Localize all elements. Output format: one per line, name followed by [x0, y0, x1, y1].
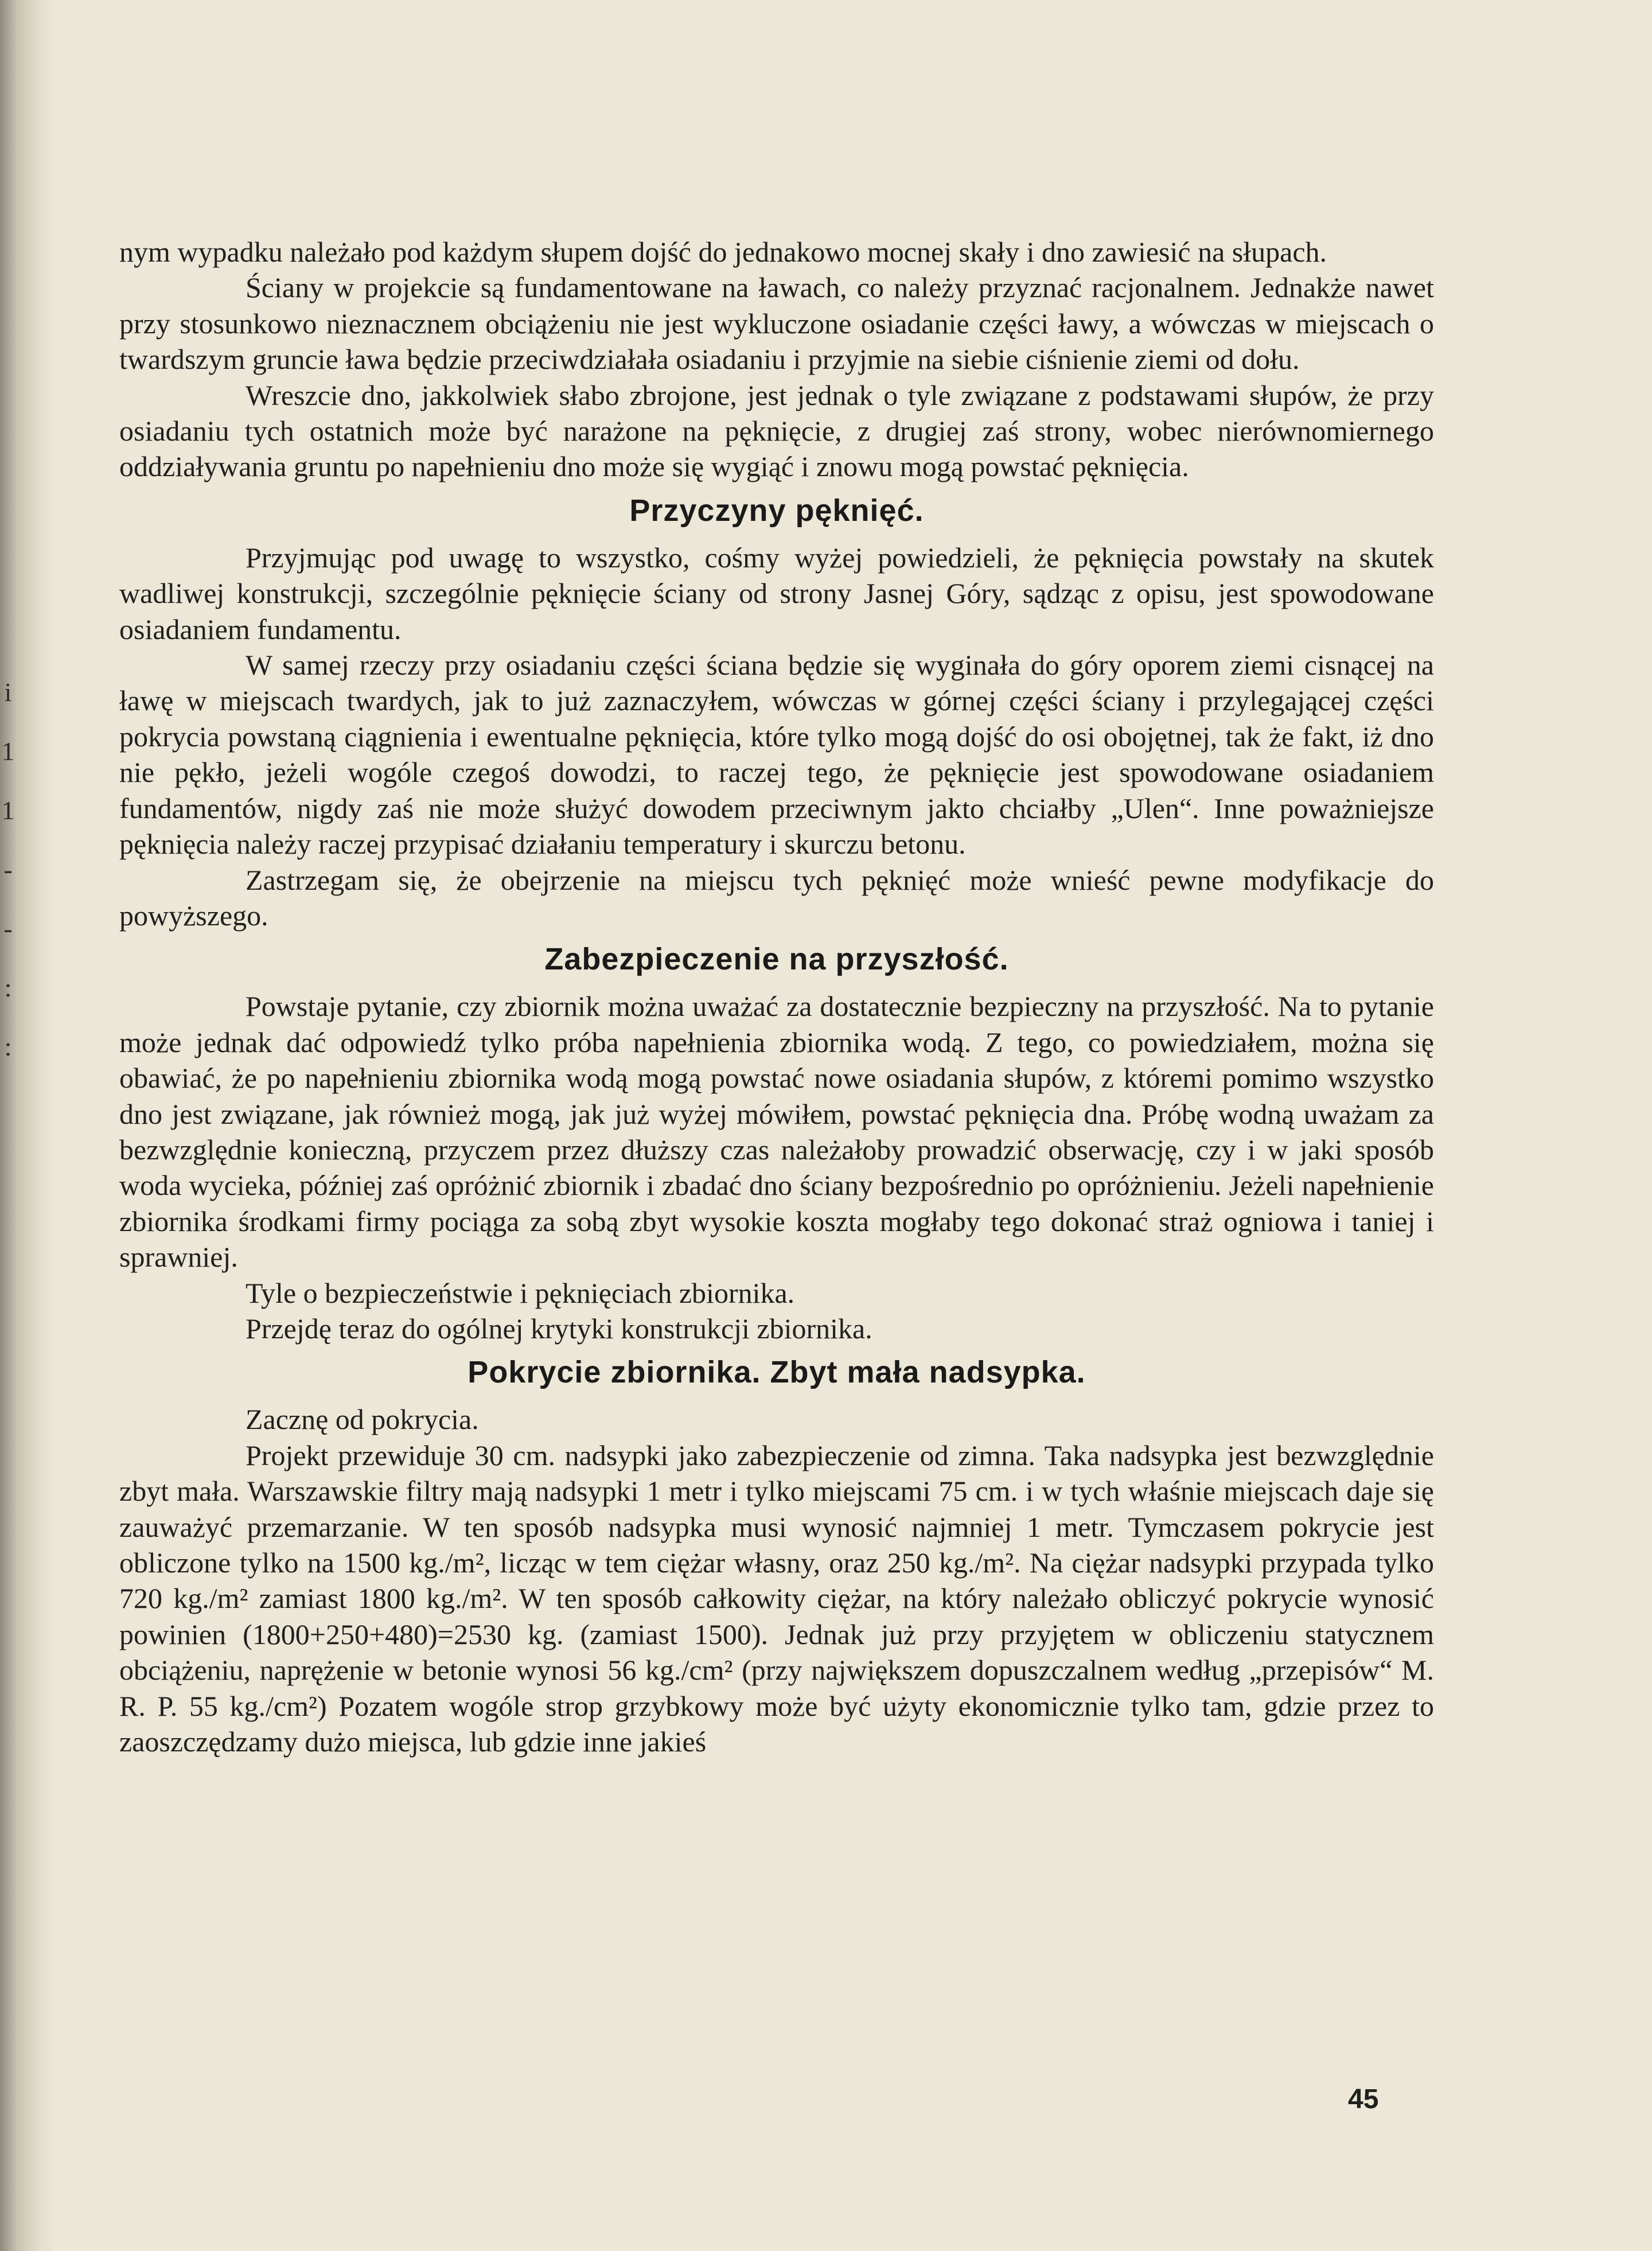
margin-mark: - — [3, 855, 13, 884]
paragraph: Wreszcie dno, jakkolwiek słabo zbrojone, jest jednak o tyle związane z podstawami słupów, że przy osiadaniu tych ostatnich może być narażone na pęknięcie, z drugiej zaś strony, wobec nierównomiernego oddziaływania gruntu po napełnieniu dno może się wygiąć i znowu mogą powstać pęknięcia. — [119, 379, 1434, 483]
paragraph: Przejdę teraz do ogólnej krytyki konstrukcji zbiornika. — [246, 1312, 872, 1345]
margin-mark: 1 — [1, 796, 15, 825]
margin-mark: 1 — [1, 737, 15, 766]
paragraph: W samej rzeczy przy osiadaniu części ściana będzie się wyginała do góry oporem ziemi cisnącej na ławę w miejscach twardych, jak to już zaznaczyłem, wówczas w górnej części ściany i przylegającej części pokrycia powstaną ciągnienia i ewentualne pęknięcia, które tylko mogą dojść do osi obojętnej, tak że fakt, iż dno nie pękło, jeżeli wogóle czegoś dowodzi, to raczej tego, że pęknięcie jest spowodowane osiadaniem fundamentów, nigdy zaś nie może służyć dowodem przeciwnym jakto chciałby „Ulen“. Inne poważniejsze pęknięcia należy raczej przypisać działaniu temperatury i skurczu betonu. — [119, 649, 1434, 860]
page-number: 45 — [1348, 2084, 1379, 2114]
section-heading: Pokrycie zbiornika. Zbyt mała nadsypka. — [467, 1355, 1086, 1390]
paragraph: Ściany w projekcie są fundamentowane na ławach, co należy przyznać racjonalnem. Jednakże nawet przy stosunkowo nieznacznem obciążeniu nie jest wykluczone osiadanie części ławy, a wówczas w miejscach o twardszym gruncie ława będzie przeciwdziałała osiadaniu i przyjmie na siebie ciśnienie ziemi od dołu. — [119, 271, 1434, 376]
section-heading: Zabezpieczenie na przyszłość. — [544, 942, 1009, 977]
margin-marks — [0, 677, 16, 1062]
margin-mark: i — [4, 677, 12, 707]
page-body — [119, 234, 1434, 1759]
section-crack-causes — [119, 489, 1434, 933]
paragraph: nym wypadku należało pod każdym słupem dojść do jednakowo mocnej skały i dno zawiesić na słupach. — [119, 236, 1327, 268]
margin-mark: - — [3, 914, 13, 943]
book-binding-edge — [0, 0, 53, 2251]
paragraph: Zastrzegam się, że obejrzenie na miejscu tych pęknięć może wnieść pewne modyfikacje do powyższego. — [119, 863, 1434, 932]
section-heading: Przyczyny pęknięć. — [629, 493, 924, 528]
paragraph: Tyle o bezpieczeństwie i pęknięciach zbiornika. — [246, 1276, 795, 1309]
section-tank-cover — [119, 1351, 1434, 1759]
paragraph: Powstaje pytanie, czy zbiornik można uważać za dostatecznie bezpieczny na przyszłość. Na to pytanie może jednak dać odpowiedź tylko próba napełnienia zbiornika wodą. Z tego, co powiedziałem, można się obawiać, że po napełnieniu zbiornika wodą mogą powstać nowe osiadania słupów, z któremi pomimo wszystko dno jest związane, jak również mogą, jak już wyżej mówiłem, powstać pęknięcia dna. Próbę wodną uważam za bezwzględnie konieczną, przyczem przez dłuższy czas należałoby prowadzić obserwację, czy i w jaki sposób woda wycieka, później zaś opróżnić zbiornik i zbadać dno ściany bezpośrednio po opróżnieniu. Jeżeli napełnienie zbiornika środkami firmy pociąga za sobą zbyt wysokie koszta mogłaby tego dokonać straż ogniowa i taniej i sprawniej. — [119, 990, 1434, 1274]
paragraph: Zacznę od pokrycia. — [246, 1403, 479, 1436]
margin-mark: : — [4, 973, 12, 1002]
section-future-safety — [119, 938, 1434, 1346]
margin-mark: : — [4, 1032, 12, 1061]
paragraph: Projekt przewiduje 30 cm. nadsypki jako zabezpieczenie od zimna. Taka nadsypka jest bezwzględnie zbyt mała. Warszawskie filtry mają nadsypki 1 metr i tylko miejscami 75 cm. i w tych właśnie miejscach daje się zauważyć przemarzanie. W ten sposób nadsypka musi wynosić najmniej 1 metr. Tymczasem pokrycie jest obliczone tylko na 1500 kg./m², licząc w tem ciężar własny, oraz 250 kg./m². Na ciężar nadsypki przypada tylko 720 kg./m² zamiast 1800 kg./m². W ten sposób całkowity ciężar, na który należało obliczyć pokrycie wynosić powinien (1800+250+480)=2530 kg. (zamiast 1500). Jednak już przy przyjętem w obliczeniu statycznem obciążeniu, naprężenie w betonie wynosi 56 kg./cm² (przy największem dopuszczalnem według „przepisów“ M. R. P. 55 kg./cm²) Pozatem wogóle strop grzybkowy może być użyty ekonomicznie tylko tam, gdzie przez to zaoszczędzamy dużo miejsca, lub gdzie inne jakieś — [119, 1439, 1434, 1758]
paragraph: Przyjmując pod uwagę to wszystko, cośmy wyżej powiedzieli, że pęknięcia powstały na skutek wadliwej konstrukcji, szczególnie pęknięcie ściany od strony Jasnej Góry, sądząc z opisu, jest spowodowane osiadaniem fundamentu. — [119, 541, 1434, 645]
section-intro — [119, 234, 1434, 485]
